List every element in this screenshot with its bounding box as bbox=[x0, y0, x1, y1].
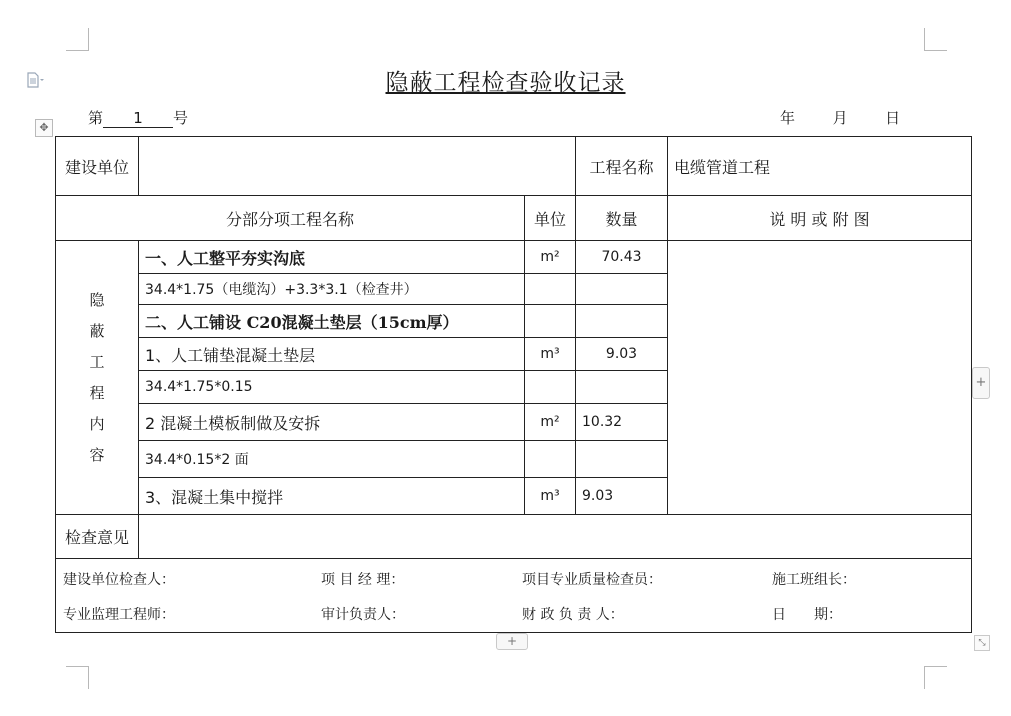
header-row bbox=[56, 137, 972, 196]
row-qty[interactable]: 70.43 bbox=[576, 241, 668, 274]
row-unit[interactable]: m³ bbox=[525, 338, 576, 371]
section-label-char: 蔽 bbox=[89, 321, 105, 340]
table-resize-icon[interactable]: ⤡ bbox=[974, 635, 990, 651]
row-unit[interactable]: m² bbox=[525, 404, 576, 441]
quality-inspector-label: 项目专业质量检查员： bbox=[522, 572, 662, 588]
row-unit[interactable] bbox=[525, 274, 576, 305]
owner-label: 建设单位 bbox=[56, 137, 139, 196]
number-suffix: 号 bbox=[173, 109, 189, 127]
column-header-row bbox=[56, 196, 972, 241]
remarks-cell[interactable] bbox=[668, 241, 972, 515]
record-number-value[interactable]: 1 bbox=[103, 109, 173, 128]
crop-mark-bottom-right bbox=[924, 666, 947, 689]
date-label: 日 期： bbox=[772, 607, 842, 623]
unit-header: 单位 bbox=[525, 196, 576, 241]
row-unit[interactable]: m² bbox=[525, 241, 576, 274]
row-unit[interactable] bbox=[525, 441, 576, 478]
row-text[interactable]: 二、人工铺设 C20混凝土垫层（15cm厚） bbox=[139, 305, 525, 338]
quantity-header: 数量 bbox=[576, 196, 668, 241]
document-title: 隐蔽工程检查验收记录 bbox=[385, 70, 626, 96]
record-number bbox=[88, 107, 188, 128]
signature-area bbox=[56, 559, 972, 633]
section-label-char: 工 bbox=[89, 352, 105, 371]
project-value[interactable]: 电缆管道工程 bbox=[668, 137, 972, 196]
row-text[interactable]: 一、人工整平夯实沟底 bbox=[139, 241, 525, 274]
row-text[interactable]: 34.4*1.75（电缆沟）+3.3*3.1（检查井） bbox=[139, 274, 525, 305]
record-date bbox=[780, 107, 900, 128]
row-qty[interactable] bbox=[576, 371, 668, 404]
inspection-value[interactable] bbox=[139, 515, 972, 559]
inspection-row bbox=[56, 515, 972, 559]
crop-mark-top-left bbox=[66, 28, 89, 51]
section-label-char: 隐 bbox=[89, 290, 105, 309]
section-label bbox=[56, 241, 139, 515]
inspection-table bbox=[55, 136, 972, 633]
section-label-char: 内 bbox=[89, 414, 105, 433]
row-qty[interactable]: 9.03 bbox=[576, 478, 668, 515]
table-move-icon[interactable]: ✥ bbox=[35, 119, 53, 137]
inspection-label: 检查意见 bbox=[56, 515, 139, 559]
owner-inspector-label: 建设单位检查人： bbox=[63, 572, 175, 588]
date-year-label: 年 bbox=[780, 109, 796, 127]
team-leader-label: 施工班组长： bbox=[772, 572, 856, 588]
crop-mark-top-right bbox=[924, 28, 947, 51]
finance-label: 财 政 负 责 人： bbox=[522, 607, 624, 623]
row-qty[interactable] bbox=[576, 305, 668, 338]
audit-label: 审计负责人： bbox=[321, 607, 405, 623]
add-row-plus-icon[interactable]: + bbox=[496, 633, 528, 650]
row-unit[interactable] bbox=[525, 371, 576, 404]
row-text[interactable]: 1、人工铺垫混凝土垫层 bbox=[139, 338, 525, 371]
item-name-header: 分部分项工程名称 bbox=[56, 196, 525, 241]
section-label-char: 程 bbox=[89, 383, 105, 402]
signature-row bbox=[56, 559, 972, 633]
project-label: 工程名称 bbox=[576, 137, 668, 196]
number-prefix: 第 bbox=[88, 109, 104, 127]
row-text[interactable]: 34.4*1.75*0.15 bbox=[139, 371, 525, 404]
date-month-label: 月 bbox=[832, 109, 848, 127]
owner-value[interactable] bbox=[139, 137, 576, 196]
row-qty[interactable]: 10.32 bbox=[576, 404, 668, 441]
supervisor-label: 专业监理工程师： bbox=[63, 607, 175, 623]
row-qty[interactable]: 9.03 bbox=[576, 338, 668, 371]
remarks-header: 说 明 或 附 图 bbox=[668, 196, 972, 241]
table-row bbox=[56, 241, 972, 274]
row-text[interactable]: 2 混凝土模板制做及安拆 bbox=[139, 404, 525, 441]
row-qty[interactable] bbox=[576, 274, 668, 305]
section-label-char: 容 bbox=[89, 445, 105, 464]
row-unit[interactable]: m³ bbox=[525, 478, 576, 515]
project-manager-label: 项 目 经 理： bbox=[321, 572, 405, 588]
row-text[interactable]: 34.4*0.15*2 面 bbox=[139, 441, 525, 478]
row-qty[interactable] bbox=[576, 441, 668, 478]
row-unit[interactable] bbox=[525, 305, 576, 338]
date-day-label: 日 bbox=[885, 109, 901, 127]
add-column-plus-icon[interactable]: + bbox=[972, 367, 990, 399]
row-text[interactable]: 3、混凝土集中搅拌 bbox=[139, 478, 525, 515]
crop-mark-bottom-left bbox=[66, 666, 89, 689]
